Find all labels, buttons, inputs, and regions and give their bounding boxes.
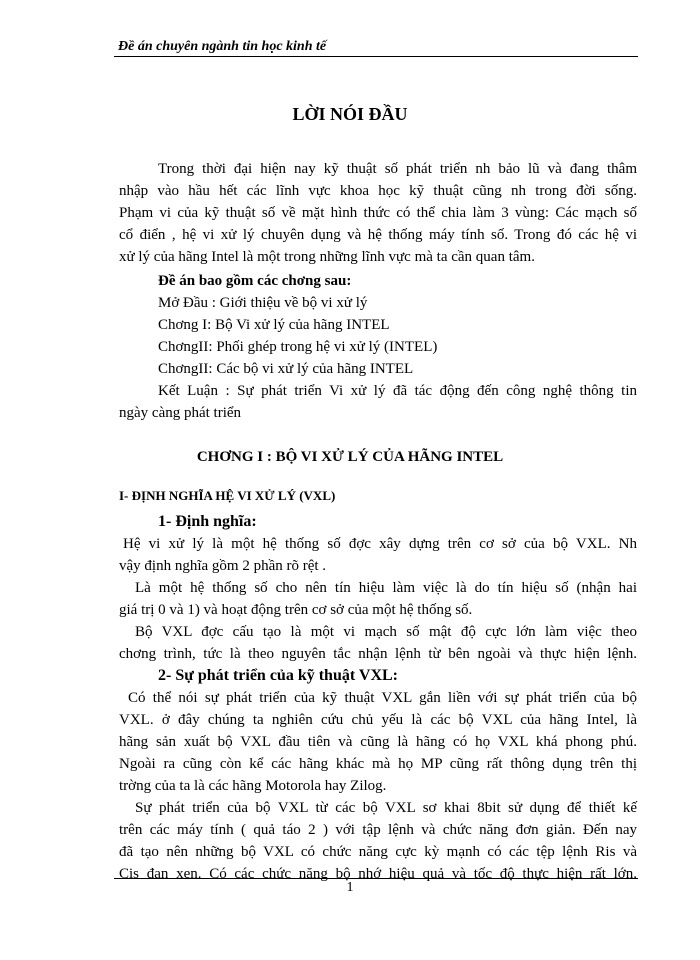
footer-rule — [114, 878, 638, 879]
body-line: trên các máy tính ( quả táo 2 ) với tập lệnh và chức năng đơn giản. Đến nay — [119, 822, 637, 838]
body-line: trờng của ta là các hãng Motorola hay Zilog. — [119, 778, 387, 794]
body-line: Có thể nói sự phát triển của kỹ thuật VXL gắn liền với sự phát triển của bộ — [128, 690, 637, 706]
body-line: đã tạo nên những bộ VXL có chức năng cực kỳ mạnh có các tệp lệnh Ris và — [119, 844, 637, 860]
body-line: hãng sản xuất bộ VXL đầu tiên và cũng là hãng có họ VXL khá phong phú. — [119, 734, 637, 750]
outline-item: Mở Đầu : Giới thiệu về bộ vi xử lý — [158, 295, 368, 311]
outline-item: ChơngII: Phối ghép trong hệ vi xử lý (INTEL) — [158, 339, 438, 355]
subsection-heading: 1- Định nghĩa: — [158, 513, 257, 530]
body-line: Bộ VXL đợc cấu tạo là một vi mạch số mật độ cực lớn làm việc theo — [135, 624, 637, 640]
running-header-text: Đề án chuyên ngành tin học kinh tế — [118, 39, 327, 54]
body-line: Ngoài ra cũng còn kể các hãng khác mà họ MP cũng rất thông dụng trên thị — [119, 756, 637, 772]
outline-item: Chơng I: Bộ Vi xử lý của hãng INTEL — [158, 317, 390, 333]
body-line: VXL. ở đây chúng ta nghiên cứu chủ yếu là các bộ VXL của hãng Intel, là — [119, 712, 637, 728]
body-line: vậy định nghĩa gồm 2 phần rõ rệt . — [119, 558, 327, 574]
body-line: Sự phát triển của bộ VXL từ các bộ VXL sơ khai 8bit sử dụng để thiết kế — [135, 800, 637, 816]
body-line: Là một hệ thống số cho nên tín hiệu làm việc là do tín hiệu số (nhận hai — [135, 580, 637, 596]
subsection-heading: 2- Sự phát triển của kỹ thuật VXL: — [158, 667, 398, 684]
body-line: chơng trình, tức là theo nguyên tắc nhận lệnh từ bên ngoài và thực hiện lệnh. — [119, 646, 637, 662]
intro-line: xử lý của hãng Intel là một trong những lĩnh vực mà ta cần quan tâm. — [119, 249, 535, 265]
intro-line: nhập vào hầu hết các lĩnh vực khoa học kỹ thuật cũng nh trong đời sống. — [119, 183, 637, 199]
outline-conclusion: ngày càng phát triển — [119, 405, 242, 421]
chapter-title: CHƠNG I : BỘ VI XỬ LÝ CỦA HÃNG INTEL — [196, 449, 504, 465]
intro-line: cổ điển , hệ vi xử lý chuyên dụng và hệ thống máy tính số. Trong đó các hệ vi — [119, 227, 637, 243]
body-line: Cis đan xen. Có các chức năng bộ nhớ hiệu quả và tốc độ thực hiện rất lớn. — [119, 866, 637, 882]
body-line: Hệ vi xử lý là một hệ thống số đợc xây dựng trên cơ sở của bộ VXL. Nh — [123, 536, 637, 552]
header-rule — [114, 56, 638, 57]
outline-conclusion: Kết Luận : Sự phát triển Vi xử lý đã tác động đến công nghệ thông tin — [158, 383, 637, 399]
outline-item: ChơngII: Các bộ vi xử lý của hãng INTEL — [158, 361, 414, 377]
body-line: giá trị 0 và 1) và hoạt động trên cơ sở của một hệ thống số. — [119, 602, 473, 618]
intro-line: Phạm vi của kỹ thuật số về mặt hình thức có thể chia làm 3 vùng: Các mạch số — [119, 205, 637, 221]
page-title: LỜI NÓI ĐẦU — [292, 104, 408, 124]
outline-heading: Đề án bao gồm các chơng sau: — [158, 273, 352, 289]
intro-line: Trong thời đại hiện nay kỹ thuật số phát triển nh bảo lũ và đang thâm — [158, 161, 637, 177]
page-number: 1 — [346, 880, 354, 895]
section-heading: I- ĐỊNH NGHĨA HỆ VI XỬ LÝ (VXL) — [119, 488, 336, 503]
